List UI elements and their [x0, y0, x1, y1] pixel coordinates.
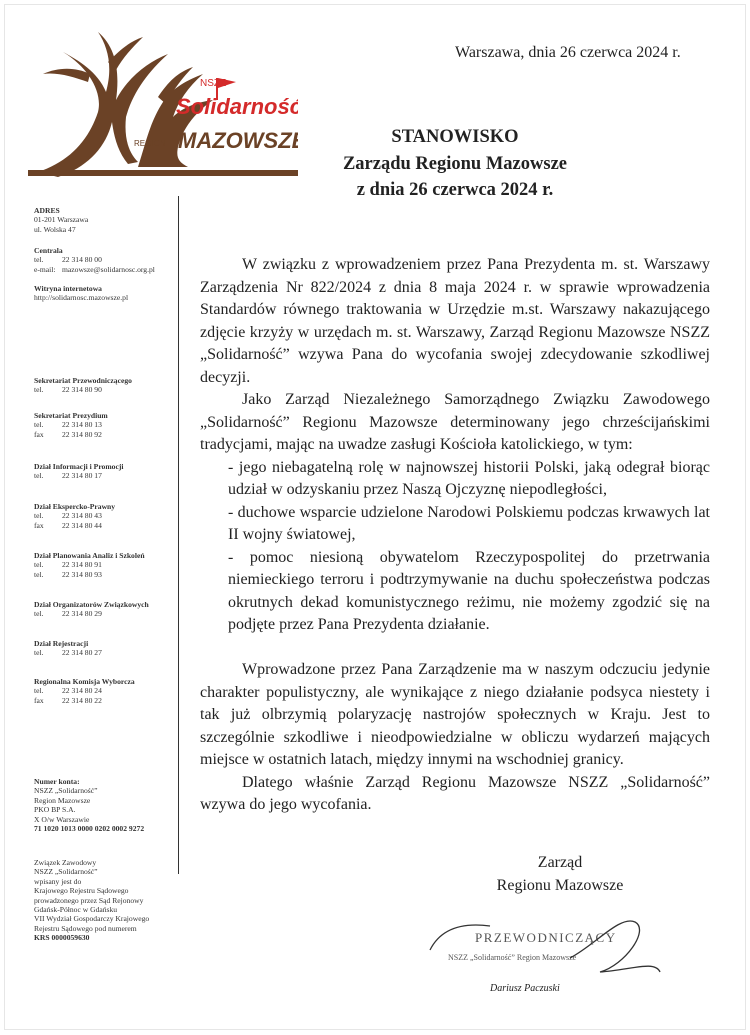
signature-block [460, 852, 660, 897]
dept-line-label: tel. [34, 511, 44, 521]
document-date: Warszawa, dnia 26 czerwca 2024 r. [455, 44, 681, 61]
tel-label: tel. [34, 255, 44, 265]
dept-block [34, 600, 149, 619]
dept-name: Dział Informacji i Promocji [34, 462, 124, 471]
registry-line: wpisany jest do [34, 876, 82, 886]
registry-line: Rejestru Sądowego pod numerem [34, 923, 137, 933]
krs-number: KRS 0000059630 [34, 933, 90, 943]
stamp-title: PRZEWODNICZĄCY [475, 930, 617, 945]
official-stamp [420, 910, 670, 990]
handwritten-signature-icon [430, 921, 660, 972]
registry-line: VII Wydział Gospodarczy Krajowego [34, 914, 150, 924]
dept-name: Dział Planowania Analiz i Szkoleń [34, 551, 145, 560]
dept-name: Dział Organizatorów Związkowych [34, 600, 149, 609]
account-line: Region Mazowsze [34, 795, 91, 805]
logo-solidarnosc-text: Solidarność [176, 94, 298, 119]
title-line-3: z dnia 26 czerwca 2024 r. [356, 180, 554, 200]
dept-block [34, 551, 145, 579]
signature-line: Regionu Mazowsze [496, 876, 624, 894]
dept-block [34, 502, 115, 530]
tree-logo-icon [28, 22, 298, 182]
dept-fax: 22 314 80 44 [62, 520, 102, 530]
centrala-phone: 22 314 80 00 [62, 255, 102, 265]
address-line: ul. Wolska 47 [34, 224, 76, 234]
dept-block [34, 411, 108, 439]
account-line: PKO BP S.A. [34, 805, 76, 815]
signatory-name: Dariusz Paczuski [490, 983, 560, 994]
dept-phone: 22 314 80 93 [62, 569, 102, 579]
account-line: X O/w Warszawie [34, 814, 90, 824]
dept-name: Dział Rejestracji [34, 639, 89, 648]
registry-line: Gdańsk-Północ w Gdańsku [34, 905, 118, 915]
sidebar-registry [34, 858, 149, 943]
dept-block [34, 462, 123, 481]
solidarnosc-logo [28, 22, 298, 182]
sidebar-bank-account [34, 777, 144, 833]
registry-line: Krajowego Rejestru Sądowego [34, 886, 129, 896]
dept-line-label: fax [34, 520, 44, 530]
registry-line: Związek Zawodowy [34, 858, 97, 867]
title-line-2: Zarządu Regionu Mazowsze [342, 154, 568, 174]
body-paragraph-1 [200, 254, 710, 637]
dept-phone: 22 314 80 17 [62, 471, 102, 481]
website-url: http://solidarnosc.mazowsze.pl [34, 293, 129, 303]
dept-name: Sekretariat Prezydium [34, 411, 108, 420]
dept-name: Dział Ekspercko-Prawny [34, 502, 116, 511]
dept-line-label: tel. [34, 686, 44, 696]
account-number: 71 1020 1013 0000 0202 0002 9272 [34, 824, 145, 834]
sidebar-divider [178, 196, 179, 874]
bullet-item: - jego niebagatelną rolę w najnowszej historii Polski, jaką odegrał biorąc udział w odzyskaniu przez Naszą Ojczyznę niepodległości, [228, 458, 710, 498]
bullet-item: - duchowe wsparcie udzielone Narodowi Polskiemu podczas krwawych lat II wojny światowej, [228, 503, 710, 543]
dept-fax: 22 314 80 92 [62, 429, 102, 439]
logo-mazowsze-text: MAZOWSZE [178, 128, 298, 153]
centrala-label: Centrala [34, 246, 63, 255]
logo-nszz-text: NSZZ [200, 78, 227, 89]
paragraph-text: Dlatego właśnie Zarząd Regionu Mazowsze NSZZ „Solidarność” wzywa do jego wycofania. [200, 773, 710, 813]
address-line: 01-201 Warszawa [34, 215, 89, 225]
dept-name: Sekretariat Przewodniczącego [34, 376, 132, 385]
address-label: ADRES [34, 206, 60, 215]
sidebar-centrala [34, 246, 155, 274]
dept-fax: 22 314 80 22 [62, 695, 102, 705]
dept-phone: 22 314 80 91 [62, 560, 102, 570]
dept-line-label: fax [34, 429, 44, 439]
email-label: e-mail: [34, 264, 56, 274]
paragraph-text: Wprowadzone przez Pana Zarządzenie ma w naszym odczuciu jedynie charakter populistyczny, ale wynikające z niego działanie podsyca niestety i tak już olbrzymią polaryzację nastrojów społecznych w Kraju. Jest to szczególnie szkodliwe i nieodpowiedzialne w obliczu wydarzeń mających miejsce w ostatnich latach, między innymi na wschodniej granicy. [200, 661, 710, 768]
dept-line-label: fax [34, 695, 44, 705]
dept-block [34, 677, 135, 705]
dept-block [34, 376, 132, 395]
body-paragraph-3 [200, 659, 710, 817]
registry-line: NSZZ „Solidarność” [34, 867, 98, 877]
dept-line-label: tel. [34, 420, 44, 430]
account-line: NSZZ „Solidarność” [34, 786, 98, 796]
dept-line-label: tel. [34, 609, 44, 619]
paragraph-text: W związku z wprowadzeniem przez Pana Prezydenta m. st. Warszawy Zarządzenia Nr 822/2024 z dnia 8 maja 2024 r. w sprawie wprowadzenia Standardów równego traktowania w Urzędzie m.st. Warszawy nakazującego zdjęcie krzyży w urzędach m. st. Warszawy, Zarząd Regionu Mazowsze NSZZ „Solidarność” wzywa Pana do wycofania swojej zdecydowanie szkodliwej decyzji. [200, 256, 710, 386]
dept-phone: 22 314 80 90 [62, 385, 102, 395]
dept-phone: 22 314 80 27 [62, 648, 102, 658]
signature-line: Zarząd [537, 854, 583, 871]
dept-phone: 22 314 80 24 [62, 686, 102, 696]
dept-name: Regionalna Komisja Wyborcza [34, 677, 135, 686]
account-label: Numer konta: [34, 777, 80, 786]
dept-block [34, 639, 102, 658]
dept-line-label: tel. [34, 471, 44, 481]
logo-region-text: REGION [134, 139, 166, 148]
paragraph-text: Jako Zarząd Niezależnego Samorządnego Związku Zawodowego „Solidarność” Regionu Mazowsze determinowany jego chrześcijańskimi tradycjami, mając na uwadze zasługi Kościoła katolickiego, w tym: [200, 391, 710, 453]
registry-line: prowadzonego przez Sąd Rejonowy [34, 895, 144, 905]
title-line-1: STANOWISKO [391, 127, 519, 147]
dept-phone: 22 314 80 13 [62, 420, 102, 430]
stamp-subtitle: NSZZ „Solidarność” Region Mazowsze [448, 953, 577, 962]
dept-line-label: tel. [34, 648, 44, 658]
dept-line-label: tel. [34, 569, 44, 579]
sidebar-website [34, 284, 128, 303]
dept-line-label: tel. [34, 385, 44, 395]
dept-phone: 22 314 80 43 [62, 511, 102, 521]
website-label: Witryna internetowa [34, 284, 102, 293]
dept-line-label: tel. [34, 560, 44, 570]
centrala-email: mazowsze@solidarnosc.org.pl [62, 264, 155, 274]
sidebar-address [34, 206, 88, 234]
bullet-item: - pomoc niesioną obywatelom Rzeczypospolitej do przetrwania niemieckiego terroru i podtrzymywanie na duchu społeczeństwa podczas okrutnych dekad komunistycznego reżimu, nie możemy zgodzić się na podjęte przez Pana Prezydenta działanie. [228, 548, 710, 633]
dept-phone: 22 314 80 29 [62, 609, 102, 619]
